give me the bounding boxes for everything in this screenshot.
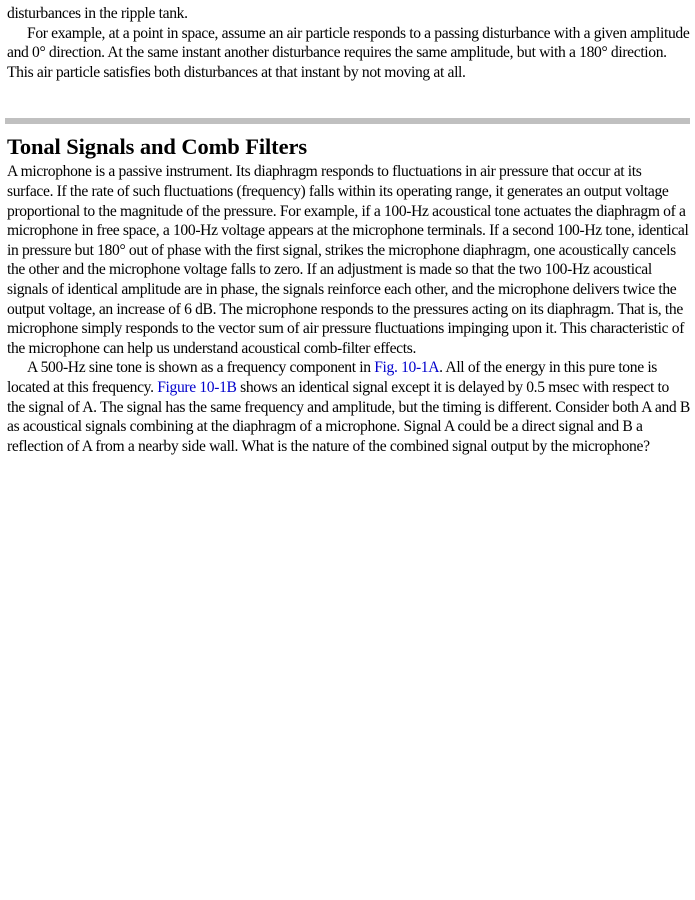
paragraph-text: shows an identical signal except it is delayed by 0.5 msec with respect to the signal of A. The signal has the same frequency and amplitude, but the timing is different. Consider both A and B as acoustical signals combining at the diaphragm of a microphone. Signal A could be a direct signal and B a reflection of A from a nearby side wall. What is the nature of the combined signal output by the microphone? [7, 378, 690, 455]
section-divider [5, 118, 690, 124]
section-heading: Tonal Signals and Comb Filters [7, 134, 307, 160]
paragraph-text: A 500-Hz sine tone is shown as a frequency component in [27, 359, 375, 377]
figure-link-10-1b[interactable]: Figure 10-1B [157, 378, 237, 396]
intro-paragraph: For example, at a point in space, assume an air particle responds to a passing disturbance with a given amplitude and 0° direction. At the same instant another disturbance requires the same amplitude, but with a 180° direction. This air particle satisfies both disturbances at that instant by not moving at all. [7, 24, 690, 81]
figure-link-10-1a[interactable]: Fig. 10-1A [374, 359, 440, 377]
intro-paragraph-continuation: disturbances in the ripple tank. [7, 5, 188, 22]
paragraph-text: . All of the energy in this pure tone is located at this frequency. [7, 359, 658, 396]
body-paragraph-sine-tone [7, 358, 690, 456]
body-paragraph-microphone: A microphone is a passive instrument. Its diaphragm responds to fluctuations in air pressure that occur at its surface. If the rate of such fluctuations (frequency) falls within its operating range, it generates an output voltage proportional to the magnitude of the pressure. For example, if a 100-Hz acoustical tone actuates the diaphragm of a microphone in free space, a 100-Hz voltage appears at the microphone terminals. If a second 100-Hz tone, identical in pressure but 180° out of phase with the first signal, strikes the microphone diaphragm, one acoustically cancels the other and the microphone voltage falls to zero. If an adjustment is made so that the two 100-Hz acoustical signals of identical amplitude are in phase, the signals reinforce each other, and the microphone delivers twice the output voltage, an increase of 6 dB. The microphone responds to the pressures acting on its diaphragm. That is, the microphone simply responds to the vector sum of air pressure fluctuations impinging upon it. This characteristic of the microphone can help us understand acoustical comb-filter effects. [7, 163, 689, 357]
